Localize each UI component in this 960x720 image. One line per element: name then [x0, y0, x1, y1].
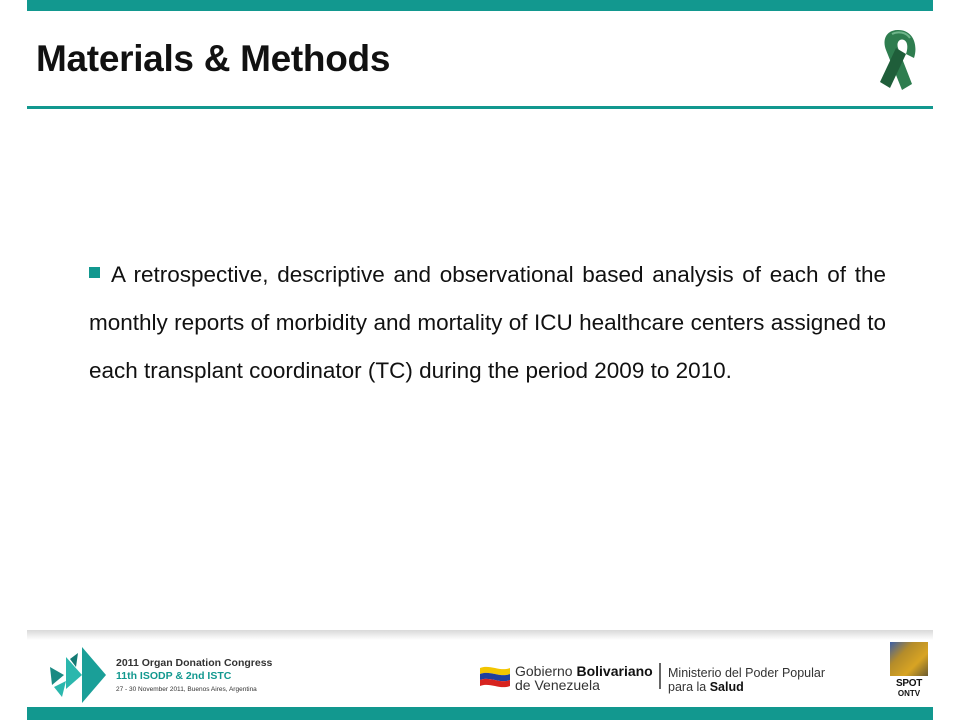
title-underline — [27, 106, 933, 109]
bullet-text: A retrospective, descriptive and observational based analysis of each of the monthly reports of morbidity and mortality of ICU healthcare centers assigned to each transplant coordinator (TC) during the period 2009 to 2010. — [89, 262, 886, 383]
footer-separator — [659, 663, 661, 689]
spot-image-icon — [890, 642, 928, 676]
government-label: Gobierno Bolivariano de Venezuela — [515, 663, 653, 693]
top-accent-bar — [27, 0, 933, 11]
congress-edition: 11th ISODP & 2nd ISTC — [116, 670, 232, 682]
slide-title: Materials & Methods — [36, 38, 391, 79]
bullet-marker-icon — [89, 267, 100, 278]
bullet-item — [89, 251, 886, 395]
spot-ontv-logo: SPOT ONTV — [890, 642, 928, 704]
congress-name: 2011 Organ Donation Congress — [116, 657, 273, 669]
ministry-label: Ministerio del Poder Popular para la Salud — [668, 666, 826, 694]
awareness-ribbon-icon — [868, 26, 926, 102]
footer-divider — [27, 630, 933, 640]
venezuela-flag-icon — [478, 662, 512, 692]
congress-info — [116, 657, 272, 693]
congress-dates: 27 - 30 November 2011, Buenos Aires, Argentina — [116, 686, 257, 693]
bottom-accent-bar — [27, 707, 933, 720]
congress-logo-icon — [44, 645, 114, 703]
